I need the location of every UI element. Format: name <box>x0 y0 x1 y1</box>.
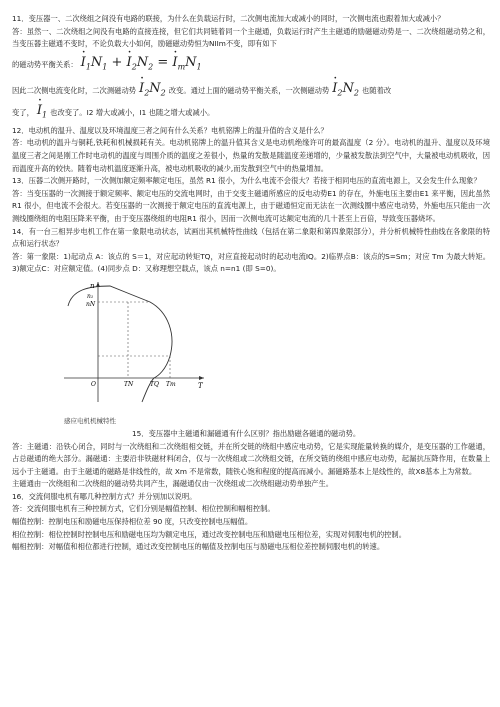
q13-question: 13．压器二次侧开路时，一次侧加额定频率额定电压，虽然 R1 很小，为什么电流不会很大？若接于相同电压的直流电源上，又会发生什么现象？ <box>12 176 481 186</box>
n-label: n <box>90 281 95 290</box>
q16-answer-2: 幅值控制：控制电压和励磁电压保持相位差 90 度，只改变控制电压幅值。 <box>12 517 253 527</box>
q11-line3: 变了， · $I_1$ 也改变了。I2 增大或减小，I1 也随之增大或减小。 <box>12 103 490 125</box>
q15-answer-1: 答：主磁通：沿铁心闭合，同时与一次绕组和二次绕组相交链，并在所交链的绕组中感应电动势，它是实现能量转换的媒介，是变压器的工作磁通，占总磁通的绝大部分。漏磁通：主要沿非铁磁材料闭合，仅与一次绕组或二次绕组交链，在所交链的绕组中感应电动势，起漏抗压降作用，在数量上远小于主磁通。由于主磁通的磁路是非线性的，故 Xm 不是常数，随铁心饱和程度的提高而减小。漏磁路基本上是线性的，故X8基本上为常数。 <box>12 441 490 476</box>
q11-balance-label: 的磁动势平衡关系： <box>12 60 78 70</box>
q16-question: 16．交流伺服电机有哪几种控制方式？并分别加以说明。 <box>12 491 197 501</box>
n1-label: n₁ <box>87 292 94 300</box>
tq-label: TQ <box>150 380 159 388</box>
figure-caption: 感应电机机械特性 <box>64 416 116 425</box>
q14-question: 14．有一台三相异步电机工作在第一象限电动状态，试画出其机械特性曲线（包括在第二象限和第四象限部分），并分析机械特性曲线在各象限的特点和运行状态？ <box>12 226 490 249</box>
q13-answer: 答：当变压器的一次测接于额定频率、额定电压的交流电网时，由于交变主磁通所感应的反电动势E1 的存在，外施电压主要由E1 来平衡，因此虽然 R1 很小，但电流不会很大。若变压器的一次测接于额定电压的直流电源上，由于磁通恒定而无法在一次测线圈中感应电动势，外施电压只能由一次测线圈绕组的电阻压降来平衡，由于变压器绕组的电阻R1 很小，因而一次侧电流可达额定电流的几十甚至上百倍，导致变压器烧坏。 <box>12 188 490 223</box>
tn-label: TN <box>124 380 134 388</box>
i1-term: · $I_1$ <box>37 105 47 122</box>
q15-answer-2: 主磁通由一次绕组和二次绕组的磁动势共同产生，漏磁通仅由一次绕组或二次绕组磁动势单独产生。 <box>12 479 334 489</box>
q15-question: 15．变压器中主磁通和漏磁通有什么区别？指出励磁各磁通的磁动势。 <box>132 428 361 438</box>
q12-answer: 答：电动机的温升与铜耗,铁耗和机械损耗有关。电动机铭牌上的温升值其含义是电动机绝缘许可的最高温度（2 分）。电动机的温升、温度以及环境温度三者之间是刚工作时电动机的温度与周围介质的温度之差很小，热量的发散是随温度差递增的，少量被发散法到空气中，大量被电动机吸收，因而温度升高的较快。随着电动机温度逐渐升高，被电动机吸收的减少,而发散到空气中的热量增加。 <box>12 138 490 173</box>
q14-answer: 答：第一象限：1)起动点 A：该点的 S＝1，对应起动转矩TQ，对应直接起动时的起动电流IQ。2)临界点B：该点的S=Sm；对应 Tm 为最大转矩。3)额定点C：对应额定值。(4)同步点 D：又称理想空载点，该点 n=n1 (即 S=0)。 <box>12 251 490 274</box>
i2n2-term: · $I_2N_2$ <box>139 83 166 100</box>
i2n2-term-2: · $I_2N_2$ <box>332 83 359 100</box>
q11-balance-line <box>12 53 490 79</box>
document-page <box>12 13 490 554</box>
t-axis-arrow <box>199 376 204 380</box>
q16-answer-1: 答：交流伺服电机有三种控制方式，它们分别是幅值控制、相位控制和幅相控制。 <box>12 504 275 514</box>
origin-label: O <box>91 380 96 388</box>
q11-line2: 因此二次侧电流变化时，二次测磁动势 · $I_2N_2$ 改变。通过上面的磁动势平衡关系，一次侧磁动势 · $I_2N_2$ 也随着改 <box>12 81 490 103</box>
nn-label: nN <box>86 300 96 308</box>
q16-answer-3: 相位控制：相位控制时控制电压和励磁电压均为额定电压，通过改变控制电压和励磁电压相位差，实现对伺服电机的控制。 <box>12 529 407 539</box>
mechanical-characteristic-plot <box>58 278 208 406</box>
q16-answer-4: 幅相控制：对幅值和相位都进行控制，通过改变控制电压的幅值及控制电压与励磁电压相位差控制伺服电机的转速。 <box>12 542 385 552</box>
q11-question: 11．变压器一、二次绕组之间没有电路的联接，为什么在负载运行时，二次侧电流加大或减小的同时，一次侧电流也跟着加大或减小？ <box>12 14 445 23</box>
q11-answer: 答：虽然一、二次绕组之间没有电路的直接连接，但它们共同链着同一个主磁通，负载运行时产生主磁通的励磁磁动势是一、二次绕组磁动势之和，当变压器主磁通不变时，不论负载大小如何，励磁磁动势恒为NIIm不变，即有如下 <box>12 26 490 49</box>
mechanical-characteristic-figure <box>58 278 218 428</box>
t-label: T <box>198 381 203 390</box>
tm-label: Tm <box>166 380 176 388</box>
mmf-balance-equation: · $I_1N_1$ + · $I_2N_2$ = · $I_mN_1$ <box>81 57 202 74</box>
q12-question: 12．电动机的温升、温度以及环境温度三者之间有什么关系？电机铭牌上的温升值的含义是什么？ <box>12 125 328 135</box>
